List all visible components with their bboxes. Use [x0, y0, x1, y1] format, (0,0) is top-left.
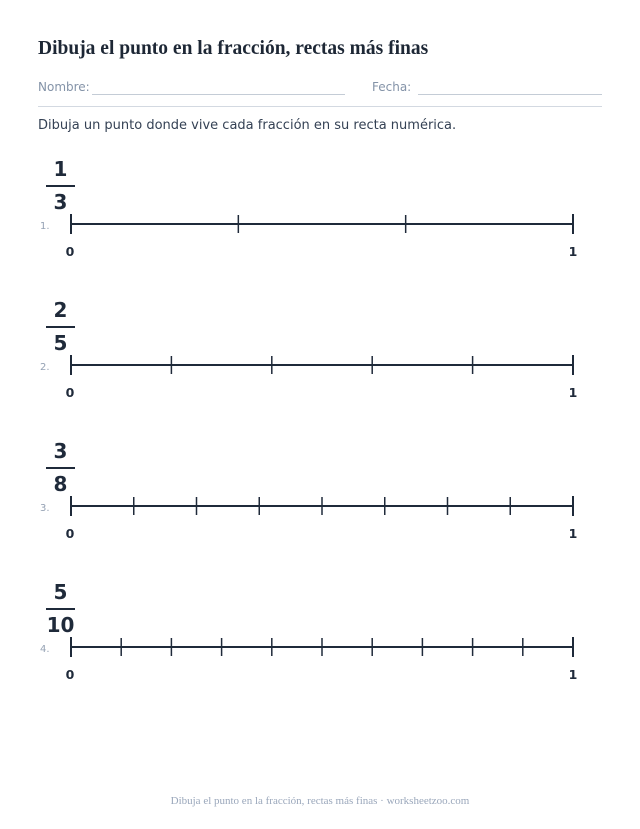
header-divider [38, 106, 602, 107]
end-label: 1 [568, 385, 578, 400]
start-label: 0 [65, 385, 75, 400]
name-label: Nombre: [38, 80, 90, 94]
end-label: 1 [568, 244, 578, 259]
fraction-denominator: 10 [46, 613, 75, 637]
problem [0, 297, 640, 417]
fraction-bar [46, 326, 75, 328]
problem-number: 1. [40, 221, 50, 232]
problem [0, 156, 640, 276]
fraction-numerator: 3 [53, 439, 68, 463]
fraction-denominator: 3 [53, 190, 68, 214]
problem-number: 3. [40, 503, 50, 514]
instructions: Dibuja un punto donde vive cada fracción en su recta numérica. [38, 118, 457, 133]
problem-number: 2. [40, 362, 50, 373]
fraction-bar [46, 185, 75, 187]
page-title: Dibuja el punto en la fracción, rectas más finas [38, 38, 429, 59]
number-line[interactable] [60, 355, 590, 379]
number-line[interactable] [60, 496, 590, 520]
fraction-bar [46, 467, 75, 469]
fraction-numerator: 1 [53, 157, 68, 181]
problem [0, 438, 640, 558]
number-line[interactable] [60, 214, 590, 238]
start-label: 0 [65, 526, 75, 541]
fraction-numerator: 5 [53, 580, 68, 604]
start-label: 0 [65, 244, 75, 259]
date-field-line[interactable] [418, 94, 602, 95]
name-field-line[interactable] [92, 94, 345, 95]
fraction-denominator: 8 [53, 472, 68, 496]
problem [0, 579, 640, 699]
end-label: 1 [568, 526, 578, 541]
problem-number: 4. [40, 644, 50, 655]
number-line[interactable] [60, 637, 590, 661]
fraction-denominator: 5 [53, 331, 68, 355]
end-label: 1 [568, 667, 578, 682]
footer: Dibuja el punto en la fracción, rectas más finas · worksheetzoo.com [170, 795, 470, 807]
date-label: Fecha: [372, 80, 412, 94]
start-label: 0 [65, 667, 75, 682]
fraction-numerator: 2 [53, 298, 68, 322]
fraction-bar [46, 608, 75, 610]
